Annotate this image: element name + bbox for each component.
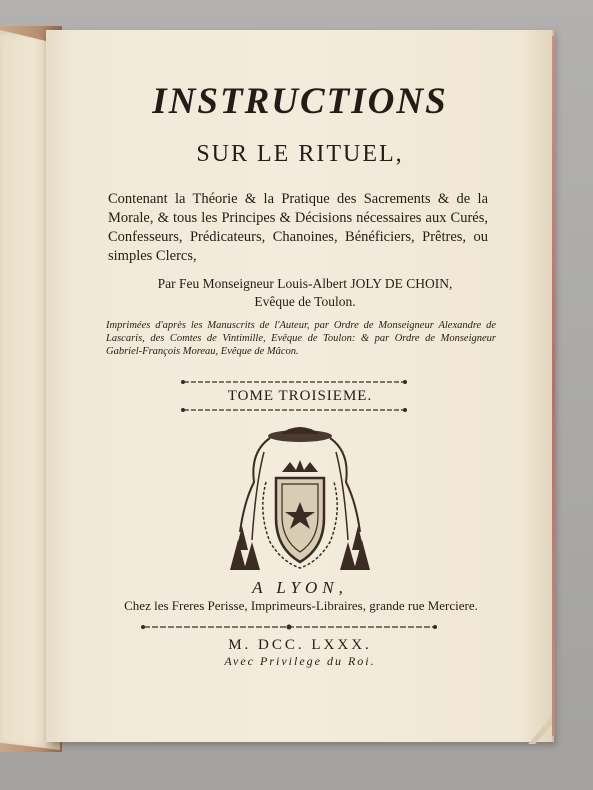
- publication-year: M. DCC. LXXX.: [228, 637, 372, 653]
- volume-label: TOME TROISIEME.: [227, 388, 373, 404]
- author-line: Par Feu Monseigneur Louis-Albert JOLY DE CHOIN,: [157, 276, 453, 291]
- title-page: [46, 30, 554, 742]
- ornament-rule-top: [180, 379, 408, 385]
- book-subtitle: SUR LE RITUEL,: [196, 141, 404, 167]
- royal-privilege: Avec Privilege du Roi.: [224, 654, 376, 668]
- place-of-publication: A LYON,: [252, 578, 348, 597]
- ornament-rule-imprint: [140, 624, 438, 630]
- publisher-line: Chez les Freres Perisse, Imprimeurs-Libraires, grande rue Merciere.: [124, 598, 478, 613]
- book-title: INSTRUCTIONS: [152, 81, 448, 122]
- episcopal-coat-of-arms-icon: [220, 422, 380, 582]
- printing-note: Imprimées d'après les Manuscrits de l'Auteur, par Ordre de Monseigneur Alexandre de Lascaris, des Comtes de Vintimille, Evêque de Toulon: & par Ordre de Monseigneur Gabriel-François Moreau, Evêque de Mâcon.: [106, 320, 496, 357]
- author-title-line: Evêque de Toulon.: [254, 294, 356, 309]
- author-block: [100, 275, 510, 311]
- ornament-rule-bottom: [180, 407, 408, 413]
- book-description: Contenant la Théorie & la Pratique des Sacrements & de la Morale, & tous les Principes & Décisions nécessaires aux Curés, Confesseurs, Prédicateurs, Chanoines, Bénéficiers, Prêtres, ou simples Clercs,: [108, 191, 488, 264]
- page-edge-red: [552, 36, 555, 736]
